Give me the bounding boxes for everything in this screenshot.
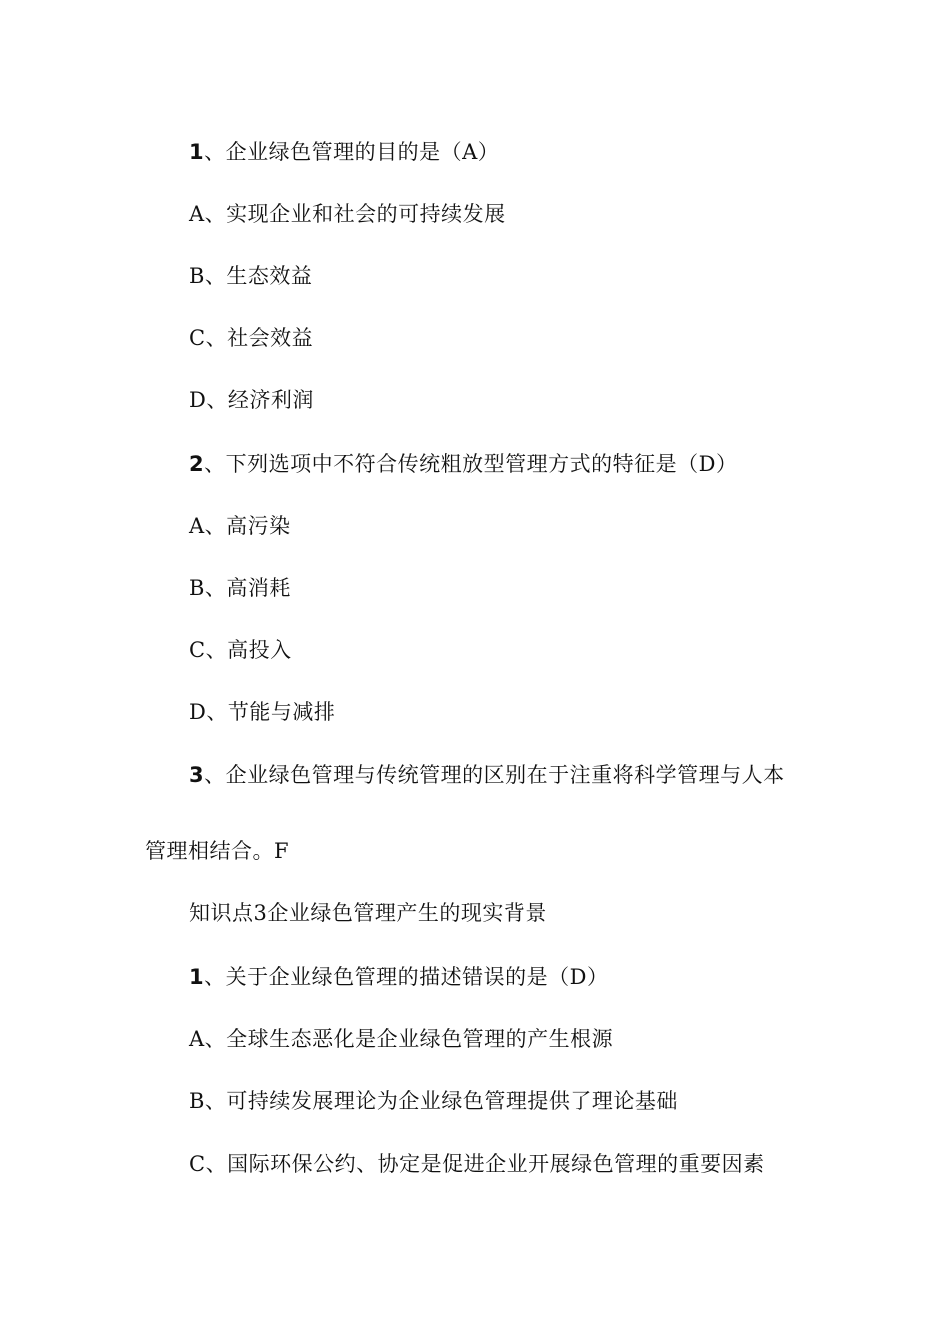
- question-number: 1: [189, 965, 205, 989]
- option-c: C、社会效益: [189, 326, 314, 350]
- option-c: C、国际环保公约、协定是促进企业开展绿色管理的重要因素: [189, 1152, 765, 1176]
- question-number: 2: [189, 452, 205, 476]
- option-b: B、生态效益: [189, 264, 313, 288]
- question-number: 3: [189, 763, 205, 787]
- option-a: A、高污染: [189, 514, 291, 538]
- option-d: D、经济利润: [189, 388, 314, 412]
- option-b: B、高消耗: [189, 576, 291, 600]
- option-d: D、节能与减排: [189, 700, 336, 724]
- question-text: 、企业绿色管理的目的是（A）: [204, 140, 500, 164]
- question-2: [189, 450, 737, 478]
- question-3: [189, 761, 785, 789]
- question-1: [189, 138, 499, 166]
- question-number: 1: [189, 140, 205, 164]
- question-3-continuation: 管理相结合。F: [145, 839, 290, 863]
- option-b: B、可持续发展理论为企业绿色管理提供了理论基础: [189, 1089, 678, 1113]
- option-a: A、实现企业和社会的可持续发展: [189, 202, 506, 226]
- option-a: A、全球生态恶化是企业绿色管理的产生根源: [189, 1027, 614, 1051]
- question-text: 、关于企业绿色管理的描述错误的是（D）: [204, 965, 609, 989]
- option-c: C、高投入: [189, 638, 292, 662]
- section-heading: 知识点3企业绿色管理产生的现实背景: [189, 901, 547, 925]
- question-1: [189, 963, 608, 991]
- question-text: 、企业绿色管理与传统管理的区别在于注重将科学管理与人本: [204, 763, 785, 787]
- question-text: 、下列选项中不符合传统粗放型管理方式的特征是（D）: [204, 452, 738, 476]
